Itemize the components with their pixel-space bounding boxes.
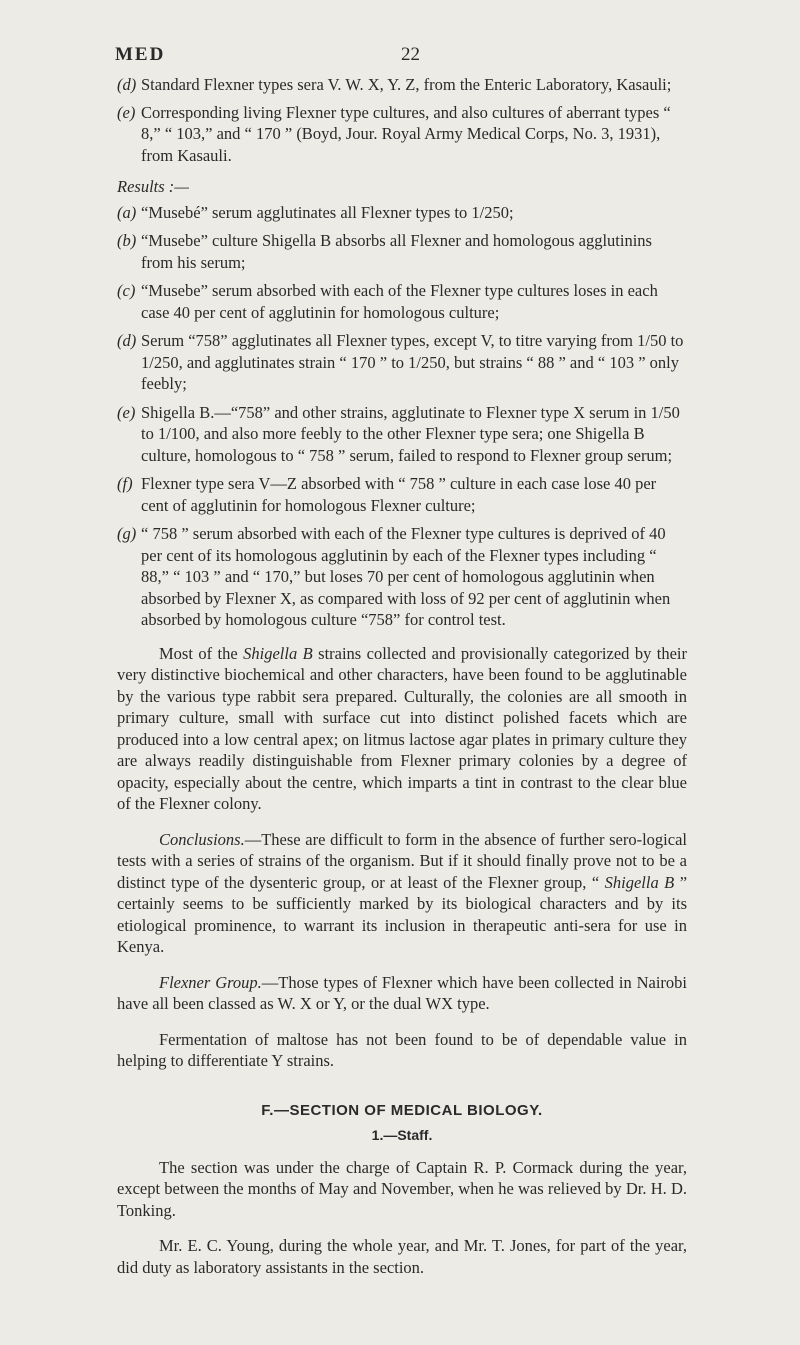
list-item — [117, 280, 687, 323]
list-item — [117, 402, 687, 467]
paragraph-italic: Shigella B — [243, 643, 313, 663]
paragraph-staff: The section was under the charge of Captain R. P. Cormack during the year, except between the months of May and November, when he was relieved by Dr. H. D. Tonking. — [117, 1157, 687, 1220]
list-item — [117, 102, 687, 167]
paragraph-lead: Conclusions. — [159, 829, 245, 849]
paragraph-flexner-group — [117, 972, 687, 1015]
item-label: (a) — [117, 202, 137, 222]
paragraph-fermentation: Fermentation of maltose has not been found to be of dependable value in helping to differentiate Y strains. — [117, 1029, 687, 1070]
item-text: Flexner type sera V—Z absorbed with “ 758 ” culture in each case lose 40 per cent of agglutinin for homologous Flexner culture; — [141, 474, 657, 515]
list-item — [117, 330, 687, 395]
item-text: Shigella B.—“758” and other strains, agglutinate to Flexner type X serum in 1/50 to 1/100, and also more feebly to the other Flexner type sera; one Shigella B culture, homologous to “ 758 ” serum, failed to respond to Flexner group serum; — [141, 402, 680, 465]
page-content — [117, 74, 687, 1292]
paragraph-text: —These are difficult to form in the absence of further sero-logical tests with a series of strains of the organism. But if it should finally prove not to be a distinct type of the dysenteric group, or at least of the Flexner group, “ — [117, 829, 687, 892]
list-item — [117, 202, 687, 224]
item-text: Corresponding living Flexner type cultures, and also cultures of aberrant types “ 8,” “ 103,” and “ 170 ” (Boyd, Jour. Royal Army Medical Corps, No. 3, 1931), from Kasauli. — [141, 102, 671, 165]
item-label: (f) — [117, 474, 133, 493]
item-text: Standard Flexner types sera V. W. X, Y. Z, from the Enteric Laboratory, Kasauli; — [141, 75, 672, 94]
paragraph-text: Most of the — [159, 643, 244, 663]
paragraph-lead: Flexner Group. — [159, 972, 262, 992]
item-text: “ 758 ” serum absorbed with each of the Flexner type cultures is deprived of 40 per cent of its homologous agglutinin by each of the Flexner types including “ 88,” “ 103 ” and “ 170,” but loses 70 per cent of homologous agglutinin when absorbed by Flexner X, as compared with loss of 92 per cent of agglutinin when absorbed by homologous culture “758” for control test. — [141, 524, 671, 629]
list-item — [117, 523, 687, 631]
item-label: (c) — [117, 281, 136, 300]
item-label: (e) — [117, 102, 136, 122]
header-code: MED — [115, 44, 166, 65]
results-list — [117, 202, 687, 631]
section-subtitle: 1.—Staff. — [371, 1127, 433, 1143]
paragraph-text: ” certainly seems to be sufficiently marked by its biological characters and by its etiological prominence, to warrant its inclusion in therapeutic anti-sera for use in Kenya. — [117, 872, 688, 956]
paragraph-text: —Those types of Flexner which have been collected in Nairobi have all been classed as W. X or Y, or the dual WX type. — [117, 972, 687, 1013]
section-title: F.—SECTION OF MEDICAL BIOLOGY. — [261, 1101, 543, 1119]
item-label: (g) — [117, 524, 137, 543]
paragraph-shigella — [117, 643, 687, 815]
item-label: (b) — [117, 231, 137, 250]
list-item — [117, 74, 687, 96]
item-text: Serum “758” agglutinates all Flexner types, except V, to titre varying from 1/50 to 1/250, and agglutinates strain “ 170 ” to 1/250, but strains “ 88 ” and “ 103 ” only feebly; — [141, 331, 684, 393]
list-item — [117, 473, 687, 516]
page-header — [115, 44, 685, 74]
paragraph-staff: Mr. E. C. Young, during the whole year, and Mr. T. Jones, for part of the year, did duty as laboratory assistants in the section. — [117, 1236, 687, 1277]
item-label: (d) — [117, 75, 137, 94]
item-label: (e) — [117, 402, 136, 422]
paragraph-conclusions — [117, 829, 687, 958]
item-text: “Musebe” culture Shigella B absorbs all Flexner and homologous agglutinins from his serum; — [141, 231, 652, 272]
materials-list — [117, 74, 687, 166]
list-item — [117, 230, 687, 273]
item-label: (d) — [117, 331, 137, 350]
item-text: “Musebe” serum absorbed with each of the Flexner type cultures loses in each case 40 per cent of agglutinin for homologous culture; — [141, 281, 658, 322]
item-text: “Musebé” serum agglutinates all Flexner types to 1/250; — [141, 202, 514, 222]
page-number: 22 — [401, 44, 420, 65]
paragraph-text: strains collected and provisionally categorized by their very distinctive biochemical and other characters, have been found to be agglutinable by the various type rabbit sera prepared. Culturally, the colonies are all smooth in primary culture, small with surface cut into distinct polished facets which are produced into a low central apex; on litmus lactose agar plates in primary culture they are always readily distinguishable from Flexner primary colonies by a degree of opacity, especially about the centre, which imparts a tint in contrast to the clear blue of the Flexner colony. — [117, 643, 688, 813]
results-heading: Results :— — [117, 177, 189, 196]
paragraph-italic: Shigella B — [604, 872, 675, 892]
